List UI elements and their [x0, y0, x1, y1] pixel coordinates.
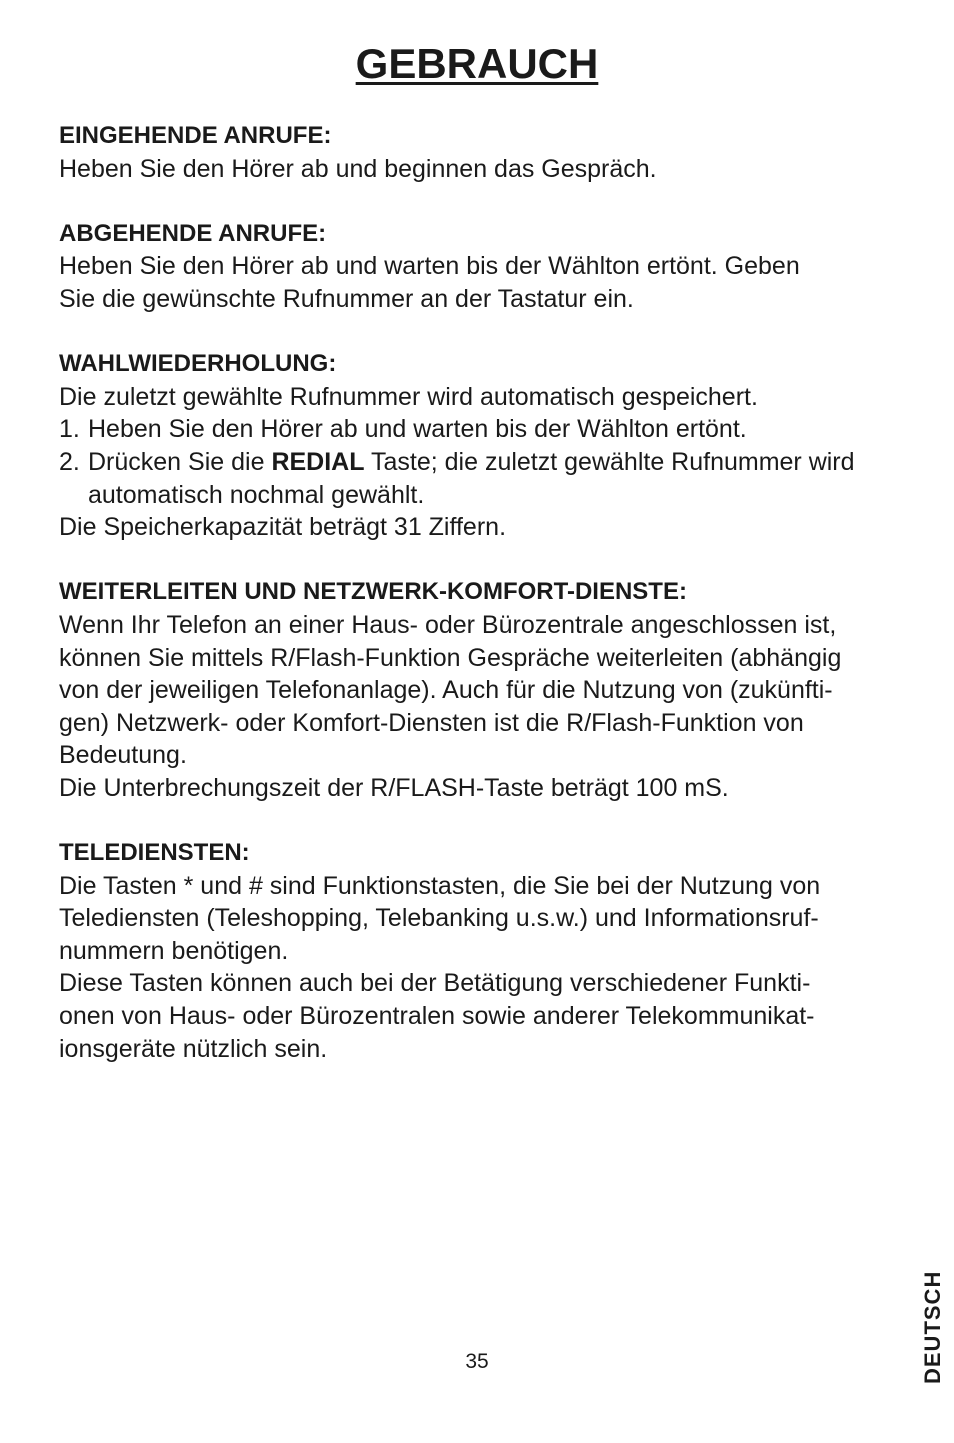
paragraph-line: gen) Netzwerk- oder Komfort-Diensten ist die R/Flash-Funktion von [59, 708, 804, 737]
list-number: 2. [59, 447, 80, 476]
paragraph-line: können Sie mittels R/Flash-Funktion Gespräche weiterleiten (abhängig [59, 643, 842, 672]
section-heading: ABGEHENDE ANRUFE: [59, 219, 327, 247]
redial-key-label: REDIAL [271, 447, 365, 476]
paragraph-line: Die Tasten * und # sind Funktionstasten, die Sie bei der Nutzung von [59, 871, 821, 900]
paragraph-line: Die Unterbrechungszeit der R/FLASH-Taste beträgt 100 mS. [59, 773, 729, 802]
language-side-label: DEUTSCH [920, 1270, 945, 1384]
list-item [59, 413, 929, 446]
list-text [88, 446, 929, 511]
page-number: 35 [465, 1350, 489, 1373]
list-text: Heben Sie den Hörer ab und warten bis der Wählton ertönt. [88, 415, 747, 444]
page-title: GEBRAUCH [355, 40, 599, 87]
paragraph-line: Diese Tasten können auch bei der Betätigung verschiedener Funkti- [59, 969, 811, 998]
paragraph-line: Die Speicherkapazität beträgt 31 Ziffern. [59, 513, 507, 542]
paragraph-line: Bedeutung. [59, 741, 187, 770]
page-content [59, 120, 929, 1098]
list-text-part: Taste; die zuletzt gewählte Rufnummer wird automatisch nochmal gewählt. [88, 447, 855, 509]
paragraph-line: Heben Sie den Hörer ab und beginnen das Gespräch. [59, 154, 657, 183]
section-heading: WAHLWIEDERHOLUNG: [59, 350, 337, 378]
paragraph-line: Heben Sie den Hörer ab und warten bis der Wählton ertönt. Geben [59, 252, 800, 281]
section-incoming-calls [59, 120, 929, 185]
paragraph-line: nummern benötigen. [59, 936, 289, 965]
paragraph-line: Wenn Ihr Telefon an einer Haus- oder Bürozentrale angeschlossen ist, [59, 610, 837, 639]
paragraph-line: Telediensten (Teleshopping, Telebanking u.s.w.) und Informationsruf- [59, 904, 819, 933]
section-heading: EINGEHENDE ANRUFE: [59, 122, 332, 149]
section-outgoing-calls [59, 218, 929, 316]
list-number: 1. [59, 415, 80, 444]
paragraph-line: ionsgeräte nützlich sein. [59, 1034, 328, 1063]
paragraph-line: onen von Haus- oder Bürozentralen sowie anderer Telekommunikat- [59, 1002, 815, 1031]
section-heading: WEITERLEITEN UND NETZWERK-KOMFORT-DIENSTE: [59, 578, 687, 606]
section-heading: TELEDIENSTEN: [59, 839, 250, 867]
list-text-part: Drücken Sie die [88, 447, 272, 476]
paragraph-line: Sie die gewünschte Rufnummer an der Tastatur ein. [59, 284, 634, 313]
section-teleservices [59, 837, 929, 1065]
paragraph-line: von der jeweiligen Telefonanlage). Auch für die Nutzung von (zukünfti- [59, 676, 833, 705]
section-forwarding [59, 576, 929, 804]
section-redial [59, 348, 929, 544]
paragraph-line: Die zuletzt gewählte Rufnummer wird automatisch gespeichert. [59, 382, 758, 411]
list-item [59, 446, 929, 511]
